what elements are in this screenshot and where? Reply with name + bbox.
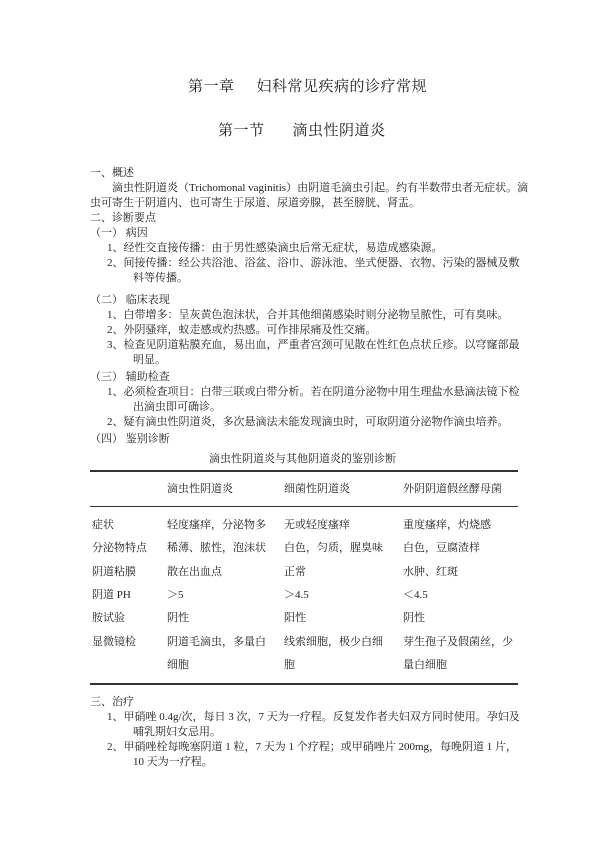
- table-row-label: 分泌物特点: [92, 542, 147, 555]
- table-header-cell: 外阴阴道假丝酵母菌: [403, 483, 502, 495]
- treatment-item-2: 10 天为一疗程。: [133, 756, 213, 768]
- table-header-cell: 细菌性阴道炎: [284, 483, 350, 495]
- table-cell: 正常: [284, 565, 306, 578]
- treatment-item-1: 1、甲硝唑 0.4g/次，每日 3 次，7 天为一疗程。反复发作者夫妇双方同时使用。孕妇及: [107, 711, 520, 723]
- section-name: 滴虫性阴道炎: [292, 123, 386, 139]
- table-cell: 重度瘙痒，灼烧感: [403, 519, 491, 531]
- treatment-heading: 三、治疗: [90, 696, 134, 708]
- auxiliary-item-1: 1、必须检查项目：白带三联或白带分析。若在阴道分泌物中用生理盐水悬滴法镜下检: [107, 386, 520, 398]
- differential-heading: （四） 鉴别诊断: [90, 433, 170, 445]
- table-cell: 胞: [284, 658, 295, 671]
- overview-paragraph: 滴虫性阴道炎（Trichomonal vaginitis）由阴道毛滴虫引起。约有半数带虫者无症状。滴: [112, 182, 529, 194]
- table-cell: 白色，豆腐渣样: [403, 542, 480, 555]
- table-row-label: 显微镜检: [92, 635, 136, 648]
- table-cell: 阴道毛滴虫，多量白: [167, 635, 266, 648]
- table-row-label: 阴道粘膜: [92, 565, 136, 578]
- table-top-rule: [90, 470, 518, 472]
- table-header-cell: 滴虫性阴道炎: [167, 483, 233, 495]
- section-label: 第一节: [218, 123, 265, 139]
- table-cell: ＜4.5: [403, 588, 428, 601]
- etiology-item-1: 1、经性交直接传播：由于男性感染滴虫后常无症状，易造成感染源。: [107, 242, 443, 254]
- table-cell: 稀薄、脓性，泡沫状: [167, 542, 266, 555]
- table-header-rule: [90, 506, 518, 507]
- section-title: [218, 124, 386, 139]
- table-row-label: 阴道 PH: [92, 588, 131, 601]
- table-row-label: 症状: [92, 519, 114, 531]
- table-cell: 白色，匀质，腥臭味: [284, 542, 383, 555]
- table-cell: 水肿、红斑: [403, 565, 458, 578]
- table-cell: 阴性: [167, 612, 189, 625]
- chapter-title: [188, 80, 427, 95]
- table-cell: 芽生孢子及假菌丝，少: [403, 635, 513, 648]
- table-cell: 散在出血点: [167, 565, 222, 578]
- etiology-heading: （一） 病因: [90, 227, 148, 239]
- chapter-name: 妇科常见疾病的诊疗常规: [256, 79, 428, 95]
- clinical-item-3: 3、检查见阴道粘膜充血，易出血，严重者宫颈可见散在性红色点状丘疹。以穹窿部最: [107, 339, 520, 351]
- auxiliary-heading: （三） 辅助检查: [90, 371, 170, 383]
- diagnosis-heading: 二、诊断要点: [90, 212, 156, 224]
- table-cell: 量白细胞: [403, 658, 447, 671]
- table-cell: 无或轻度瘙痒: [284, 519, 350, 531]
- etiology-item-2: 料等传播。: [133, 272, 188, 284]
- etiology-item-2: 2、间接传播：经公共浴池、浴盆、浴巾、游泳池、坐式便器、衣物、污染的器械及敷: [107, 257, 520, 269]
- table-cell: 阳性: [284, 612, 306, 625]
- table-caption: 滴虫性阴道炎与其他阴道炎的鉴别诊断: [209, 453, 396, 465]
- clinical-item-2: 2、外阴骚痒，蚁走感或灼热感。可作排尿痛及性交痛。: [107, 324, 377, 336]
- table-cell: 轻度瘙痒，分泌物多: [167, 519, 266, 531]
- table-cell: ＞4.5: [284, 588, 309, 601]
- auxiliary-item-1: 出滴虫即可确诊。: [133, 401, 221, 413]
- clinical-heading: （二） 临床表现: [90, 294, 170, 306]
- table-cell: ＞5: [167, 588, 184, 601]
- overview-paragraph: 虫可寄生于阴道内、也可寄生于尿道、尿道旁腺，甚至膀胱、肾盂。: [90, 197, 420, 209]
- clinical-item-3: 明显。: [133, 354, 166, 366]
- table-cell: 阴性: [403, 612, 425, 625]
- table-row-label: 胺试验: [92, 612, 125, 625]
- treatment-item-2: 2、甲硝唑栓每晚塞阴道 1 粒，7 天为 1 个疗程；或甲硝唑片 200mg，每晚阴道 1 片，: [107, 741, 518, 753]
- table-cell: 线索细胞，极少白细: [284, 635, 383, 648]
- clinical-item-1: 1、白带增多：呈灰黄色泡沫状，合并其他细菌感染时则分泌物呈脓性，可有臭味。: [107, 309, 509, 321]
- auxiliary-item-2: 2、疑有滴虫性阴道炎，多次悬滴法未能发现滴虫时，可取阴道分泌物作滴虫培养。: [107, 416, 509, 428]
- table-bottom-rule: [90, 683, 518, 685]
- overview-heading: 一、概述: [90, 167, 134, 179]
- chapter-label: 第一章: [188, 79, 235, 95]
- table-cell: 细胞: [167, 658, 189, 671]
- treatment-item-1: 哺乳期妇女忌用。: [133, 726, 221, 738]
